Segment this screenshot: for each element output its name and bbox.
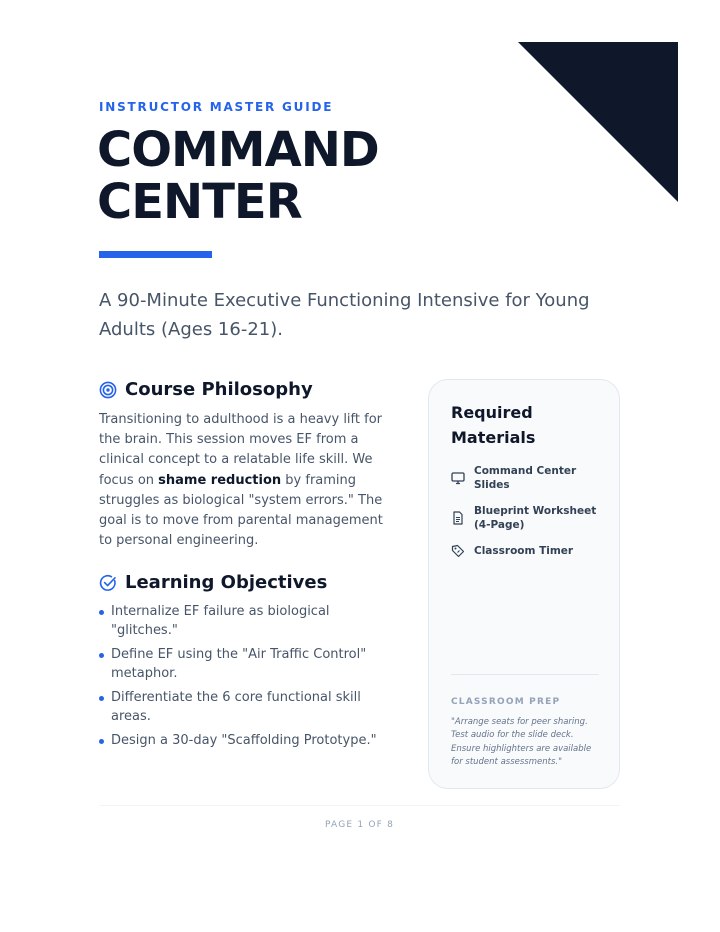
title-line-2: CENTER: [97, 174, 302, 230]
list-item: Differentiate the 6 core functional skill areas.: [99, 689, 399, 726]
materials-list: [451, 464, 605, 570]
corner-triangle-decoration: [518, 42, 678, 202]
card-divider: [451, 674, 599, 675]
course-philosophy-heading: [99, 379, 313, 400]
learning-objectives-list: [99, 603, 399, 757]
footer-divider: [99, 805, 620, 806]
required-materials-title: Required Materials: [451, 403, 536, 447]
material-label: Blueprint Worksheet (4-Page): [474, 505, 597, 531]
document-icon: [451, 511, 465, 525]
philosophy-text-end: by framing struggles as biological "system errors." The goal is to move from parental management to personal engineering.: [99, 472, 383, 549]
material-item-timer: [451, 544, 605, 558]
learning-objectives-title: Learning Objectives: [125, 572, 328, 593]
course-philosophy-text: [99, 410, 389, 551]
material-item-worksheet: [451, 504, 605, 532]
classroom-prep-label: CLASSROOM PREP: [451, 697, 561, 707]
title-underline-bar: [99, 251, 212, 258]
course-philosophy-title: Course Philosophy: [125, 379, 313, 400]
target-icon: [99, 381, 117, 399]
required-materials-card: [428, 379, 620, 789]
page-title: [97, 124, 379, 228]
page-number: PAGE 1 OF 8: [324, 820, 394, 830]
material-item-slides: [451, 464, 605, 492]
material-label: Command Center Slides: [474, 465, 577, 491]
philosophy-text-start: Transitioning to adulthood is a heavy lift for the brain. This session moves EF from a clinical concept to a relatable life skill. We focus on: [99, 412, 382, 488]
classroom-prep-note: "Arrange seats for peer sharing. Test audio for the slide deck. Ensure highlighters are available for student assessments.": [451, 717, 592, 767]
list-item: Internalize EF failure as biological "glitches.": [99, 603, 399, 640]
title-line-1: COMMAND: [97, 122, 379, 178]
monitor-icon: [451, 471, 465, 485]
philosophy-text-emphasis: shame reduction: [158, 472, 282, 488]
material-label: Classroom Timer: [474, 545, 574, 557]
eyebrow-label: INSTRUCTOR MASTER GUIDE: [99, 100, 334, 114]
list-item: Define EF using the "Air Traffic Control" metaphor.: [99, 646, 399, 683]
learning-objectives-heading: [99, 572, 327, 593]
list-item: Design a 30-day "Scaffolding Prototype.": [99, 732, 399, 751]
page-subtitle: A 90-Minute Executive Functioning Intensive for Young Adults (Ages 16-21).: [99, 290, 590, 340]
timer-tag-icon: [451, 544, 465, 558]
check-circle-icon: [99, 574, 117, 592]
